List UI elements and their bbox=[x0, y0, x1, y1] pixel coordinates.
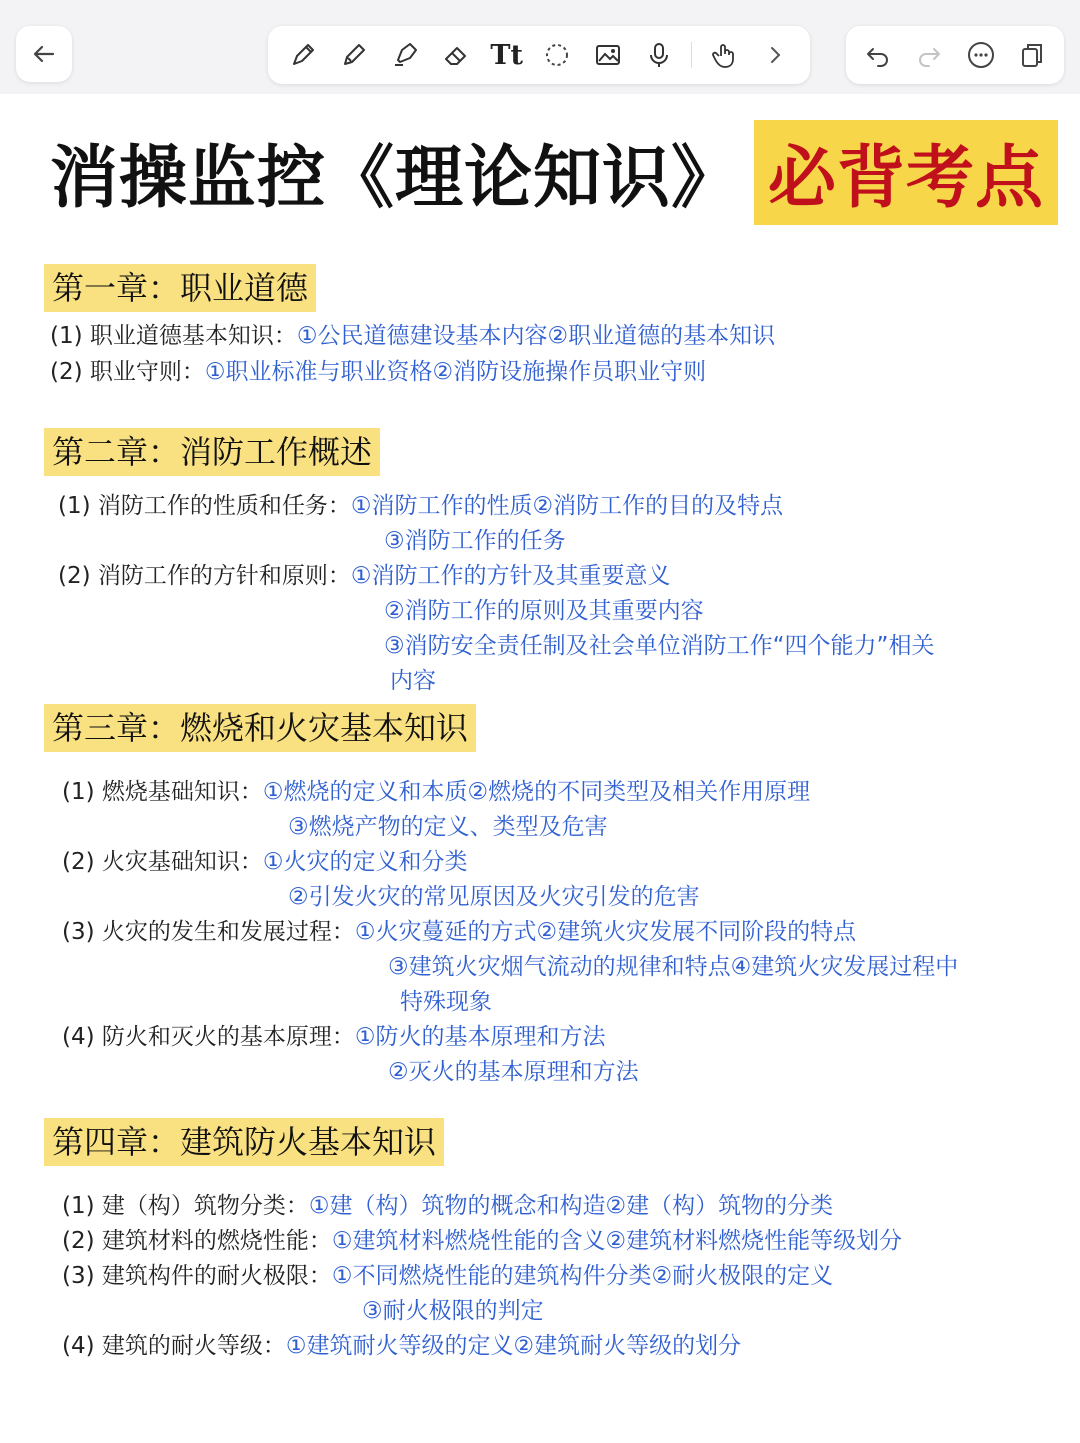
list-item bbox=[62, 846, 468, 878]
item-label: (2) 消防工作的方针和原则： bbox=[58, 563, 351, 589]
item-label: (2) 火灾基础知识： bbox=[62, 849, 263, 875]
item-content: 特殊现象 bbox=[400, 989, 492, 1015]
list-item bbox=[62, 1330, 741, 1362]
pen-icon[interactable] bbox=[284, 36, 322, 74]
undo-icon[interactable] bbox=[859, 36, 897, 74]
pages-icon[interactable] bbox=[1013, 36, 1051, 74]
chapter-heading: 第一章：职业道德 bbox=[44, 264, 316, 312]
title-highlight: 必背考点 bbox=[754, 120, 1058, 225]
list-item bbox=[58, 490, 783, 522]
item-content: ①建筑耐火等级的定义②建筑耐火等级的划分 bbox=[285, 1333, 742, 1359]
tool-palette bbox=[268, 26, 810, 84]
item-label: (1) 建（构）筑物分类： bbox=[62, 1193, 309, 1219]
touch-icon[interactable] bbox=[705, 36, 743, 74]
item-label: (3) 建筑构件的耐火极限： bbox=[62, 1263, 332, 1289]
text-icon[interactable]: Tt bbox=[490, 39, 523, 71]
image-icon[interactable] bbox=[589, 36, 627, 74]
eraser-icon[interactable] bbox=[437, 36, 475, 74]
item-content: ③燃烧产物的定义、类型及危害 bbox=[288, 814, 608, 840]
item-content: ③消防工作的任务 bbox=[384, 528, 566, 554]
page-title bbox=[50, 122, 1058, 222]
list-item bbox=[62, 1225, 902, 1257]
list-item bbox=[62, 916, 856, 948]
item-content: ②引发火灾的常见原因及火灾引发的危害 bbox=[288, 884, 700, 910]
list-item bbox=[50, 356, 706, 388]
item-content: ①公民道德建设基本内容②职业道德的基本知识 bbox=[296, 323, 776, 349]
item-label: (1) 职业道德基本知识： bbox=[50, 323, 297, 349]
more-icon[interactable] bbox=[962, 36, 1000, 74]
item-content: ①建（构）筑物的概念和构造②建（构）筑物的分类 bbox=[308, 1193, 834, 1219]
list-item bbox=[58, 560, 671, 592]
item-content: ①燃烧的定义和本质②燃烧的不同类型及相关作用原理 bbox=[262, 779, 811, 805]
item-content: ①职业标准与职业资格②消防设施操作员职业守则 bbox=[204, 359, 707, 385]
toolbar-divider bbox=[691, 42, 692, 68]
chapter-heading: 第二章：消防工作概述 bbox=[44, 428, 380, 476]
item-content: ②消防工作的原则及其重要内容 bbox=[384, 598, 704, 624]
item-content: ①防火的基本原理和方法 bbox=[354, 1024, 606, 1050]
item-content: ①火灾的定义和分类 bbox=[262, 849, 468, 875]
list-item bbox=[62, 1021, 606, 1053]
title-main: 消操监控《理论知识》 bbox=[50, 138, 741, 218]
top-toolbar bbox=[0, 0, 1080, 94]
list-item bbox=[62, 776, 810, 808]
item-content: ①火灾蔓延的方式②建筑火灾发展不同阶段的特点 bbox=[354, 919, 857, 945]
list-item bbox=[62, 1190, 833, 1222]
highlighter-icon[interactable] bbox=[386, 36, 424, 74]
item-content: ③建筑火灾烟气流动的规律和特点④建筑火灾发展过程中 bbox=[388, 954, 959, 980]
redo-icon[interactable] bbox=[910, 36, 948, 74]
item-content: ①消防工作的方针及其重要意义 bbox=[350, 563, 671, 589]
item-content: ①消防工作的性质②消防工作的目的及特点 bbox=[350, 493, 784, 519]
item-label: (4) 建筑的耐火等级： bbox=[62, 1333, 286, 1359]
item-label: (2) 职业守则： bbox=[50, 359, 205, 385]
pencil-icon[interactable] bbox=[335, 36, 373, 74]
chapter-heading: 第三章：燃烧和火灾基本知识 bbox=[44, 704, 476, 752]
list-item bbox=[62, 1260, 833, 1292]
action-bar bbox=[846, 26, 1064, 84]
item-content: ③消防安全责任制及社会单位消防工作“四个能力”相关 bbox=[384, 633, 935, 659]
item-label: (1) 燃烧基础知识： bbox=[62, 779, 263, 805]
lasso-icon[interactable] bbox=[538, 36, 576, 74]
chevron-right-icon[interactable] bbox=[756, 36, 794, 74]
item-content: ③耐火极限的判定 bbox=[362, 1298, 544, 1324]
item-content: ②灭火的基本原理和方法 bbox=[388, 1059, 639, 1085]
back-button[interactable] bbox=[16, 26, 72, 82]
item-content: ①建筑材料燃烧性能的含义②建筑材料燃烧性能等级划分 bbox=[331, 1228, 903, 1254]
back-arrow-icon bbox=[25, 35, 63, 73]
item-label: (1) 消防工作的性质和任务： bbox=[58, 493, 351, 519]
item-content: ①不同燃烧性能的建筑构件分类②耐火极限的定义 bbox=[331, 1263, 834, 1289]
item-content: 内容 bbox=[390, 668, 436, 694]
chapter-heading: 第四章：建筑防火基本知识 bbox=[44, 1118, 444, 1166]
item-label: (3) 火灾的发生和发展过程： bbox=[62, 919, 355, 945]
item-label: (2) 建筑材料的燃烧性能： bbox=[62, 1228, 332, 1254]
list-item bbox=[50, 320, 775, 352]
item-label: (4) 防火和灭火的基本原理： bbox=[62, 1024, 355, 1050]
mic-icon[interactable] bbox=[640, 36, 678, 74]
